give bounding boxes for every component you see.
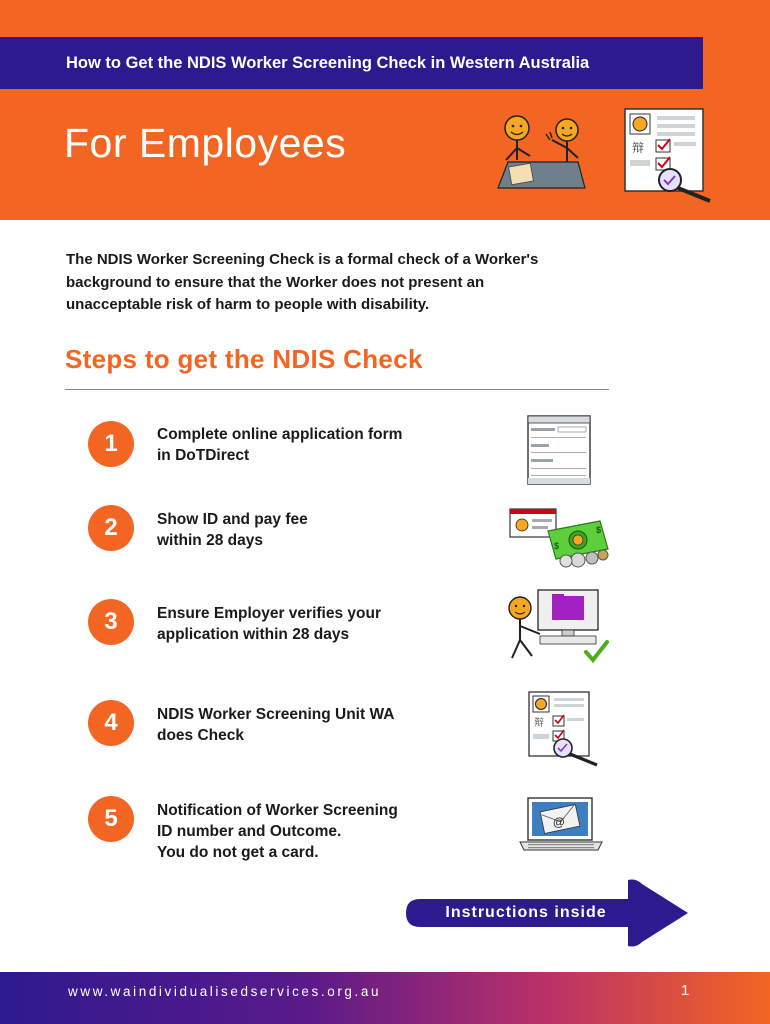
step-text-line: Complete online application form: [157, 426, 403, 443]
intro-line: background to ensure that the Worker does not present an: [66, 273, 485, 291]
step-text: [157, 704, 477, 746]
step-number-badge: 3: [88, 599, 134, 645]
intro-line: unacceptable risk of harm to people with disability.: [66, 296, 430, 313]
svg-text:$: $: [554, 541, 560, 551]
people-meeting-icon: [480, 110, 600, 195]
instructions-inside-label[interactable]: Instructions inside: [445, 904, 607, 921]
money-icon: [508, 505, 612, 571]
step-text-line: You do not get a card.: [157, 844, 319, 861]
step-text: [157, 603, 477, 645]
form-icon: [526, 414, 592, 486]
step-text-line: ID number and Outcome.: [157, 823, 342, 840]
svg-text:辩: 辩: [534, 718, 544, 729]
steps-heading: Steps to get the NDIS Check: [65, 344, 423, 374]
heading-divider: [65, 389, 609, 390]
step-text-line: Show ID and pay fee: [157, 511, 308, 528]
step-text-line: within 28 days: [157, 532, 263, 549]
step-number-badge: 4: [88, 700, 134, 746]
intro-line: The NDIS Worker Screening Check is a formal check of a Worker's: [66, 251, 539, 268]
page-number: 1: [681, 982, 690, 999]
footer-website-link[interactable]: www.waindividualisedservices.org.au: [68, 984, 382, 999]
step-text-line: NDIS Worker Screening Unit WA: [157, 706, 395, 723]
svg-text:$: $: [596, 525, 602, 535]
svg-text:@: @: [553, 815, 565, 829]
computer-person-icon: [500, 588, 612, 666]
title-bar: [0, 37, 703, 89]
page-title: How to Get the NDIS Worker Screening Check in Western Australia: [66, 54, 590, 72]
step-text: [157, 424, 477, 466]
step-text-line: Ensure Employer verifies your: [157, 605, 381, 622]
step-text-line: does Check: [157, 727, 245, 744]
step-text: [157, 509, 477, 551]
checklist-document-icon: [622, 106, 717, 206]
laptop-email-icon: [518, 796, 604, 854]
step-number-badge: 5: [88, 796, 134, 842]
step-text: [157, 800, 477, 863]
step-number-badge: 1: [88, 421, 134, 467]
step-text-line: in DoTDirect: [157, 447, 250, 464]
step-number-badge: 2: [88, 505, 134, 551]
page-subtitle: For Employees: [64, 120, 347, 166]
intro-paragraph: [66, 249, 626, 317]
step-text-line: application within 28 days: [157, 626, 350, 643]
step-text-line: Notification of Worker Screening: [157, 802, 398, 819]
check-document-icon: [527, 690, 601, 768]
svg-text:辩: 辩: [632, 141, 645, 155]
